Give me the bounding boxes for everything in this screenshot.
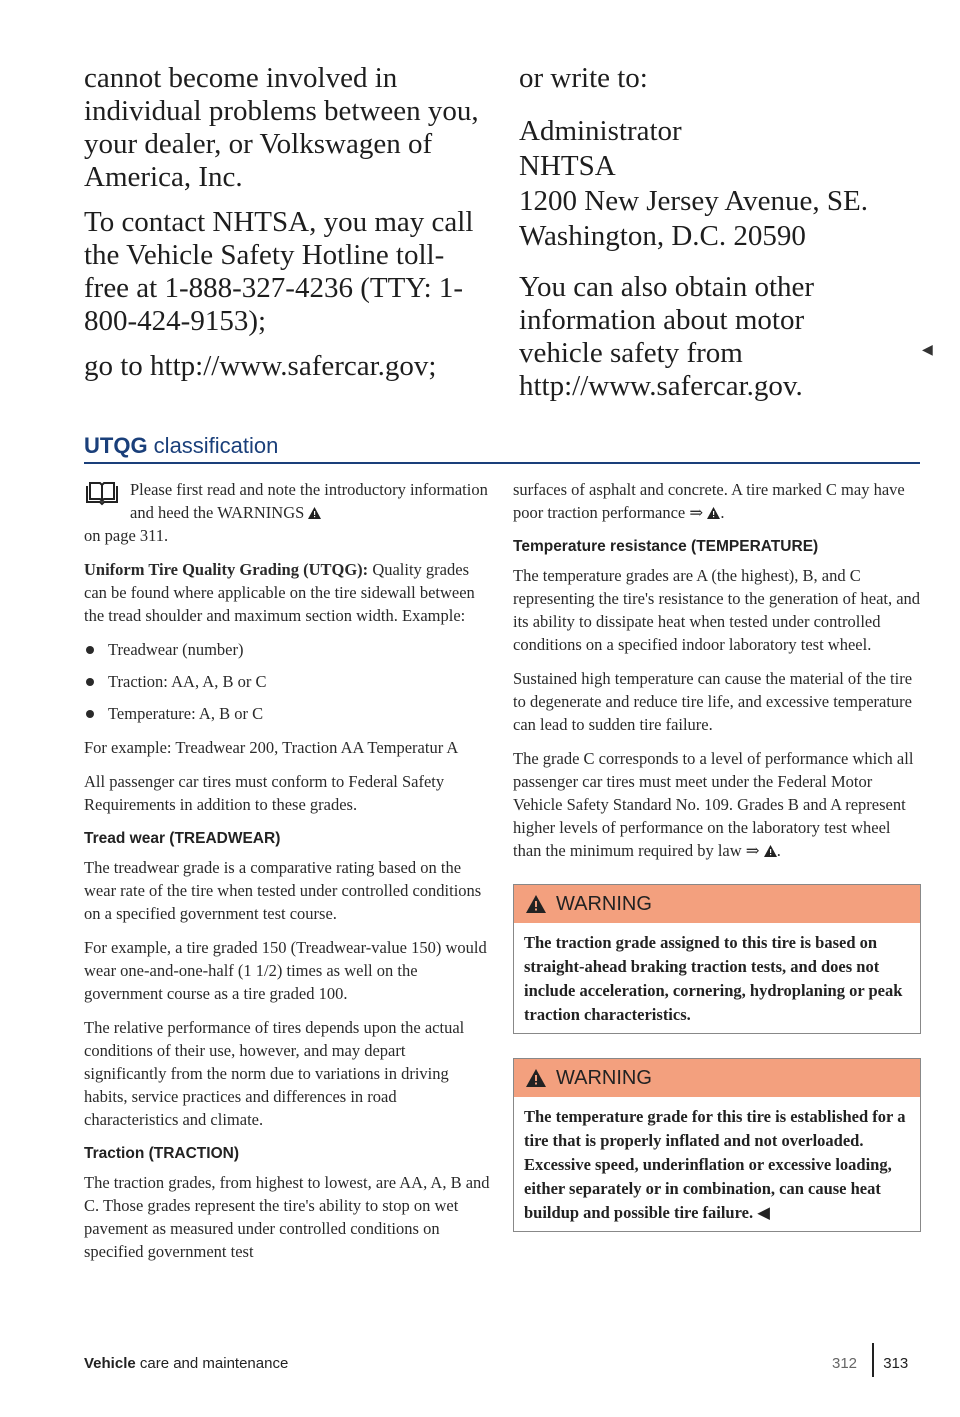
warning-text-body: The temperature grade for this tire is established for a tire that is properly inflated and not overloaded. Excessive speed, underinflation or excessive loading, either separately or in combination, can cause heat buildup and possible tire failure. xyxy=(524,1107,906,1222)
warning-box-traction xyxy=(513,884,921,1034)
book-icon xyxy=(84,480,120,506)
chapter-title-rest: care and maintenance xyxy=(135,1355,289,1372)
traction-continued-text: surfaces of asphalt and concrete. A tire marked C may have poor traction performance ⇒ xyxy=(513,480,905,522)
warning-box-temperature xyxy=(513,1058,921,1232)
warning-icon xyxy=(707,507,720,519)
section-end-marker-icon: ◀ xyxy=(922,343,933,358)
example-text: For example: Treadwear 200, Traction AA Temperatur A xyxy=(84,738,459,757)
page-number-left: 312 xyxy=(832,1355,858,1372)
list-item: Treadwear (number) xyxy=(84,638,492,661)
address-line-3: 1200 New Jersey Avenue, SE. xyxy=(519,185,869,217)
warning-icon xyxy=(764,845,777,857)
section-heading-label: classification xyxy=(147,433,279,458)
chapter-title xyxy=(84,1355,288,1372)
warning-label: WARNING xyxy=(556,892,652,915)
grade-list xyxy=(84,638,492,725)
utqg-label: Uniform Tire Quality Grading (UTQG): xyxy=(84,560,369,579)
intro-note xyxy=(84,478,492,547)
warning-text xyxy=(514,1097,920,1231)
temperature-text-3: The grade C corresponds to a level of performance which all passenger car tires must meet under the Federal Motor Vehicle Safety Standard No. 109. Grades B and A represent higher levels of performance on the laboratory test wheel than the minimum required by law ⇒ . xyxy=(513,749,914,860)
tread-text-2: For example, a tire graded 150 (Treadwear-value 150) would wear one-and-one-half (1 1/2) times as well on the government course as a tire graded 100. xyxy=(84,938,487,1003)
right-column xyxy=(513,478,921,1256)
page-numbers xyxy=(832,1355,908,1372)
federal-text: All passenger car tires must conform to Federal Safety Requirements in addition to these grades. xyxy=(84,772,445,814)
temperature-text-1: The temperature grades are A (the highest), B, and C representing the tire's resistance to the generation of heat, and its ability to dissipate heat when tested under controlled conditions on a specified indoor laboratory test wheel. xyxy=(513,566,921,654)
section-heading-acronym: UTQG xyxy=(84,433,148,458)
temperature-heading: Temperature resistance (TEMPERATURE) xyxy=(513,538,819,555)
address-line-2: NHTSA xyxy=(519,150,616,182)
section-end-marker-icon: ◀ xyxy=(757,1203,770,1222)
temperature-text-2: Sustained high temperature can cause the material of the tire to degenerate and reduce tire life, and excessive temperature can lead to sudden tire failure. xyxy=(513,669,913,734)
traction-heading: Traction (TRACTION) xyxy=(84,1145,239,1162)
tread-heading: Tread wear (TREADWEAR) xyxy=(84,830,281,847)
other-info-text: You can also obtain other information about motor vehicle safety from http://www.safercar.gov. xyxy=(519,271,815,402)
hotline-info xyxy=(84,62,484,395)
contact-text: To contact NHTSA, you may call the Vehicle Safety Hotline toll-free at 1-888-327-4236 (TTY: 1-800-424-9153); xyxy=(84,206,474,337)
warning-text: The traction grade assigned to this tire is based on straight-ahead braking traction tests, and does not include acceleration, cornering, hydroplaning or peak traction characteristics. xyxy=(524,933,903,1024)
warning-header xyxy=(514,1059,920,1097)
intro-page-ref: on page 311. xyxy=(84,526,169,545)
warning-header xyxy=(514,885,920,923)
list-item: Traction: AA, A, B or C xyxy=(84,670,492,693)
chapter-title-bold: Vehicle xyxy=(84,1355,136,1372)
section-divider xyxy=(84,462,920,464)
tread-text-3: The relative performance of tires depends upon the actual conditions of their use, however, and may depart significantly from the norm due to variations in driving habits, service practices and differences in road characteristics and climate. xyxy=(84,1018,465,1129)
warning-icon xyxy=(526,895,546,913)
address-line-1: Administrator xyxy=(519,115,682,147)
page-number-right: 313 xyxy=(883,1355,909,1372)
left-column xyxy=(84,478,492,1274)
involvement-text: cannot become involved in individual problems between you, your dealer, or Volkswagen of America, Inc. xyxy=(84,62,479,193)
website-text: go to http://www.safercar.gov; xyxy=(84,350,437,382)
warning-label: WARNING xyxy=(556,1066,652,1089)
utqg-text: Quality grades can be found where applicable on the tire sidewall between the tread shoulder and maximum section width. Example: xyxy=(84,560,475,625)
write-to-text: or write to: xyxy=(519,62,648,94)
section-heading xyxy=(84,433,278,459)
tread-text-1: The treadwear grade is a comparative rating based on the wear rate of the tire when tested under controlled conditions on a specified government test course. xyxy=(84,858,482,923)
traction-continued: surfaces of asphalt and concrete. A tire marked C may have poor traction performance ⇒ . xyxy=(513,480,905,522)
temperature-text-3-body: The grade C corresponds to a level of performance which all passenger car tires must meet under the Federal Motor Vehicle Safety Standard No. 109. Grades B and A represent higher levels of performance on the laboratory test wheel than the minimum required by law ⇒ xyxy=(513,749,914,860)
address-line-4: Washington, D.C. 20590 xyxy=(519,220,806,252)
traction-text: The traction grades, from highest to lowest, are AA, A, B and C. Those grades represent the tire's ability to stop on wet pavement as measured under controlled conditions on specified government test xyxy=(84,1173,490,1261)
warning-icon xyxy=(308,507,321,519)
intro-text: Please first read and note the introductory information and heed the WARNINGS xyxy=(130,480,488,522)
mailing-info xyxy=(519,62,889,415)
list-item: Temperature: A, B or C xyxy=(84,702,492,725)
warning-icon xyxy=(526,1069,546,1087)
utqg-paragraph xyxy=(84,558,492,627)
